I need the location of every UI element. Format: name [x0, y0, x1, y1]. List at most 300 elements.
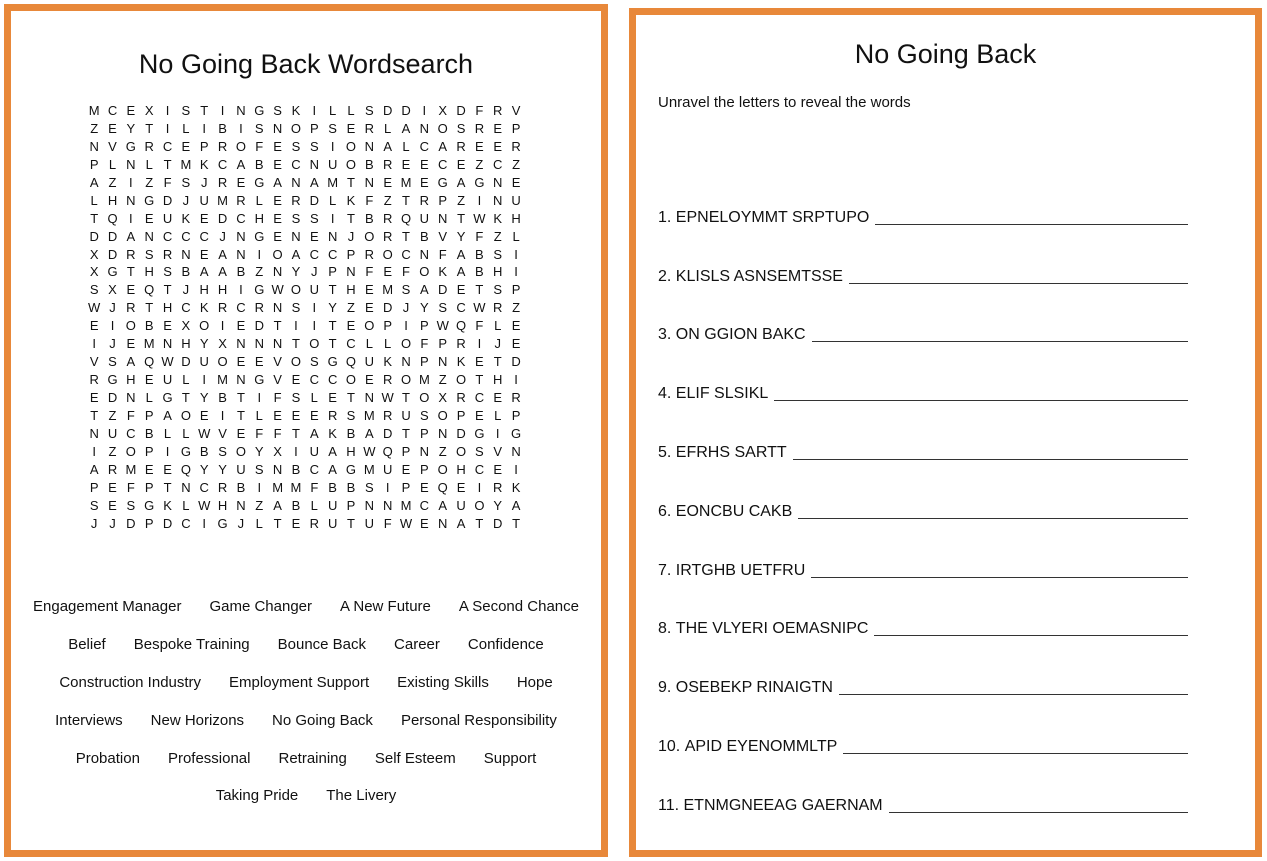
grid-letter: L: [182, 372, 190, 388]
grid-letter: C: [327, 246, 338, 262]
grid-letter: U: [309, 282, 319, 298]
grid-letter: C: [309, 246, 319, 262]
grid-letter: I: [202, 515, 207, 531]
grid-letter: R: [89, 372, 99, 388]
grid-letter: W: [198, 497, 211, 513]
grid-letter: I: [477, 192, 482, 208]
grid-letter: G: [125, 138, 136, 154]
grid-letter: I: [239, 282, 243, 298]
word-item: Taking Pride: [215, 787, 299, 805]
grid-letter: C: [217, 156, 228, 172]
grid-letter: E: [364, 282, 374, 298]
grid-letter: S: [291, 138, 301, 154]
grid-letter: R: [474, 120, 485, 136]
grid-letter: B: [475, 264, 484, 280]
word-item: Retraining: [278, 749, 347, 767]
grid-letter: D: [254, 318, 264, 334]
grid-letter: G: [144, 192, 155, 208]
grid-letter: C: [107, 103, 118, 118]
grid-letter: O: [272, 246, 283, 262]
grid-letter: A: [309, 425, 319, 441]
grid-letter: K: [163, 497, 172, 513]
grid-letter: K: [456, 354, 466, 370]
grid-letter: I: [312, 103, 317, 118]
grid-letter: E: [493, 138, 503, 154]
grid-letter: P: [144, 515, 154, 531]
grid-letter: N: [126, 156, 136, 172]
grid-letter: L: [108, 156, 117, 172]
grid-letter: M: [418, 372, 430, 388]
grid-letter: G: [254, 282, 265, 298]
grid-letter: L: [182, 497, 190, 513]
grid-letter: I: [294, 318, 298, 334]
grid-letter: U: [199, 354, 209, 370]
grid-letter: F: [273, 390, 282, 405]
grid-letter: A: [364, 425, 374, 441]
clue-text: OSEBEKP RINAIGTN: [675, 679, 833, 697]
grid-letter: X: [273, 443, 282, 459]
word-row: [11, 701, 601, 739]
grid-letter: F: [365, 264, 374, 280]
grid-letter: T: [126, 264, 135, 280]
grid-letter: R: [419, 192, 430, 208]
grid-letter: C: [456, 300, 466, 316]
grid-letter: N: [364, 497, 375, 513]
grid-letter: P: [144, 407, 154, 423]
grid-letter: M: [217, 192, 228, 208]
grid-letter: N: [272, 336, 283, 352]
grid-letter: Y: [199, 336, 209, 352]
grid-letter: C: [309, 372, 319, 388]
word-item: Support: [483, 749, 537, 767]
grid-letter: C: [199, 479, 209, 495]
grid-letter: O: [235, 138, 246, 154]
grid-letter: E: [456, 282, 466, 298]
grid-letter: Y: [199, 390, 209, 405]
grid-letter: A: [273, 174, 282, 190]
grid-letter: L: [384, 336, 392, 352]
grid-letter: N: [419, 246, 430, 262]
grid-letter: D: [89, 228, 99, 244]
grid-letter: E: [126, 336, 136, 352]
grid-letter: Y: [199, 461, 209, 477]
answer-line[interactable]: [798, 518, 1188, 519]
grid-letter: D: [107, 246, 118, 262]
grid-letter: D: [456, 425, 466, 441]
grid-letter: C: [474, 390, 485, 405]
grid-letter: N: [438, 354, 448, 370]
grid-letter: R: [126, 300, 136, 316]
word-item: Professional: [167, 749, 251, 767]
grid-letter: O: [290, 354, 302, 370]
clue-row: [658, 586, 1188, 645]
grid-letter: J: [494, 336, 501, 352]
grid-letter: F: [475, 228, 484, 244]
grid-letter: Q: [455, 318, 467, 334]
grid-letter: G: [327, 354, 338, 370]
grid-letter: O: [455, 443, 467, 459]
clue-number: 9.: [658, 679, 676, 697]
grid-letter: I: [404, 318, 408, 334]
clue-number: 5.: [658, 443, 676, 461]
grid-letter: D: [456, 103, 466, 118]
grid-letter: L: [163, 425, 172, 441]
answer-line[interactable]: [875, 224, 1188, 225]
grid-letter: I: [477, 479, 482, 495]
grid-letter: O: [345, 156, 357, 172]
grid-letter: G: [217, 515, 228, 531]
grid-letter: S: [254, 461, 264, 477]
clue-row: [658, 409, 1188, 468]
grid-letter: H: [511, 210, 521, 226]
grid-letter: V: [108, 138, 117, 154]
grid-letter: N: [126, 390, 136, 405]
grid-letter: V: [493, 443, 503, 459]
grid-letter: F: [365, 192, 374, 208]
grid-letter: N: [272, 120, 283, 136]
grid-letter: T: [475, 515, 484, 531]
grid-letter: P: [199, 138, 209, 154]
grid-letter: L: [329, 192, 337, 208]
grid-letter: N: [89, 138, 99, 154]
answer-line[interactable]: [889, 812, 1188, 813]
grid-letter: B: [475, 246, 484, 262]
grid-letter: F: [475, 103, 484, 118]
grid-letter: E: [511, 174, 521, 190]
grid-letter: T: [163, 479, 172, 495]
grid-letter: L: [255, 407, 263, 423]
grid-letter: C: [236, 300, 246, 316]
grid-letter: P: [346, 246, 356, 262]
answer-line[interactable]: [811, 577, 1188, 578]
grid-letter: T: [145, 120, 154, 136]
grid-letter: Q: [180, 461, 191, 477]
grid-letter: E: [126, 103, 136, 118]
grid-letter: U: [382, 461, 393, 477]
grid-letter: O: [474, 497, 485, 513]
grid-letter: E: [273, 407, 282, 423]
clue-text: ELIF SLSIKL: [675, 385, 769, 403]
grid-letter: P: [438, 192, 448, 208]
grid-letter: Z: [255, 497, 264, 513]
grid-letter: L: [347, 103, 355, 118]
grid-letter: C: [309, 461, 319, 477]
grid-letter: J: [182, 282, 190, 298]
grid-letter: P: [511, 407, 521, 423]
grid-letter: T: [402, 192, 410, 208]
grid-letter: C: [199, 228, 209, 244]
grid-letter: X: [438, 390, 448, 405]
grid-letter: A: [511, 497, 521, 513]
grid-letter: F: [310, 479, 319, 495]
grid-letter: U: [456, 497, 466, 513]
word-row: [11, 626, 601, 664]
grid-letter: E: [401, 156, 411, 172]
clue-row: [658, 527, 1188, 586]
grid-letter: D: [107, 390, 118, 405]
clue-text: EPNELOYMMT SRPTUPO: [675, 208, 870, 226]
grid-letter: O: [364, 318, 375, 334]
grid-letter: J: [237, 515, 245, 531]
grid-letter: O: [345, 372, 357, 388]
grid-letter: I: [514, 372, 518, 388]
word-item: New Horizons: [150, 711, 245, 729]
grid-letter: O: [217, 354, 228, 370]
grid-letter: N: [236, 246, 246, 262]
grid-letter: T: [457, 210, 466, 226]
grid-letter: O: [235, 443, 246, 459]
grid-letter: O: [180, 407, 191, 423]
grid-letter: S: [309, 138, 319, 154]
grid-letter: K: [511, 479, 521, 495]
clue-text: KLISLS ASNSEMTSSE: [675, 267, 843, 285]
grid-letter: J: [109, 515, 116, 531]
grid-letter: N: [126, 192, 136, 208]
grid-letter: C: [493, 156, 503, 172]
grid-letter: W: [399, 515, 413, 531]
grid-letter: L: [402, 138, 410, 154]
grid-letter: S: [364, 479, 374, 495]
grid-letter: E: [144, 372, 154, 388]
word-item: A New Future: [340, 598, 431, 616]
grid-letter: H: [199, 282, 209, 298]
grid-letter: O: [455, 372, 467, 388]
grid-letter: W: [473, 210, 486, 226]
grid-letter: U: [511, 192, 521, 208]
grid-letter: S: [291, 300, 301, 316]
grid-letter: T: [475, 372, 484, 388]
grid-letter: J: [90, 515, 98, 531]
grid-letter: N: [493, 192, 503, 208]
grid-letter: E: [364, 300, 374, 316]
grid-letter: E: [511, 318, 521, 334]
grid-letter: D: [382, 300, 393, 316]
grid-letter: G: [254, 228, 265, 244]
grid-letter: N: [236, 336, 246, 352]
grid-letter: I: [220, 318, 225, 334]
grid-letter: Y: [218, 461, 227, 477]
grid-letter: R: [364, 120, 375, 136]
grid-letter: X: [108, 282, 117, 298]
grid-letter: M: [272, 479, 284, 495]
grid-letter: R: [327, 407, 338, 423]
grid-letter: N: [327, 228, 338, 244]
grid-letter: M: [327, 174, 339, 190]
grid-letter: X: [181, 318, 191, 334]
clue-number: 3.: [658, 326, 676, 344]
grid-letter: L: [494, 318, 502, 334]
word-item: The Livery: [326, 787, 397, 805]
grid-letter: E: [144, 461, 154, 477]
grid-letter: D: [382, 425, 393, 441]
grid-letter: T: [493, 354, 502, 370]
grid-letter: S: [273, 103, 282, 118]
grid-letter: O: [290, 120, 302, 136]
grid-letter: D: [162, 515, 173, 531]
grid-letter: H: [144, 264, 154, 280]
grid-letter: X: [89, 246, 99, 262]
grid-letter: T: [163, 156, 172, 172]
grid-letter: B: [420, 228, 429, 244]
grid-letter: P: [144, 479, 154, 495]
grid-letter: B: [364, 156, 374, 172]
grid-letter: R: [162, 246, 173, 262]
grid-letter: A: [383, 138, 392, 154]
grid-letter: R: [382, 372, 393, 388]
grid-letter: O: [437, 120, 448, 136]
grid-letter: W: [271, 282, 284, 298]
grid-letter: M: [382, 282, 394, 298]
grid-letter: T: [512, 515, 521, 531]
grid-letter: I: [257, 479, 262, 495]
word-item: Career: [394, 636, 440, 654]
grid-letter: S: [475, 443, 484, 459]
clue-row: [658, 762, 1188, 821]
grid-letter: N: [144, 228, 154, 244]
clue-number: 10.: [658, 737, 685, 755]
grid-letter: R: [144, 138, 154, 154]
grid-letter: D: [162, 192, 173, 208]
answer-line[interactable]: [812, 341, 1188, 342]
grid-letter: L: [512, 228, 520, 244]
answer-line[interactable]: [843, 753, 1188, 754]
grid-letter: D: [126, 515, 136, 531]
grid-letter: E: [475, 407, 484, 423]
grid-letter: E: [383, 264, 392, 280]
grid-letter: E: [236, 354, 246, 370]
grid-letter: R: [126, 246, 136, 262]
grid-letter: H: [493, 264, 503, 280]
grid-letter: E: [456, 479, 466, 495]
grid-letter: T: [347, 390, 355, 405]
grid-letter: E: [493, 461, 503, 477]
grid-letter: C: [181, 515, 191, 531]
grid-letter: G: [107, 264, 118, 280]
grid-letter: P: [346, 497, 356, 513]
grid-letter: J: [219, 228, 226, 244]
grid-letter: I: [294, 443, 298, 459]
grid-letter: K: [199, 300, 209, 316]
grid-letter: B: [328, 479, 337, 495]
grid-letter: B: [364, 210, 374, 226]
grid-letter: N: [181, 246, 191, 262]
wordsearch-title: No Going Back Wordsearch: [138, 49, 474, 79]
letter-grid: [85, 102, 525, 533]
grid-letter: E: [108, 120, 117, 136]
word-item: Self Esteem: [374, 749, 456, 767]
grid-letter: T: [347, 174, 355, 190]
grid-letter: N: [162, 336, 173, 352]
grid-letter: I: [514, 461, 518, 477]
grid-letter: C: [291, 156, 301, 172]
grid-letter: S: [328, 120, 337, 136]
grid-letter: F: [402, 264, 410, 280]
grid-letter: O: [437, 407, 448, 423]
grid-letter: T: [402, 228, 410, 244]
clue-row: [658, 292, 1188, 351]
clue-number: 4.: [658, 385, 676, 403]
grid-letter: E: [89, 318, 99, 334]
grid-letter: L: [182, 120, 190, 136]
grid-letter: E: [273, 210, 282, 226]
word-item: Bounce Back: [277, 636, 367, 654]
grid-letter: G: [162, 390, 173, 405]
grid-letter: I: [110, 318, 115, 334]
grid-letter: B: [236, 479, 246, 495]
answer-line[interactable]: [793, 459, 1188, 460]
grid-letter: N: [89, 425, 99, 441]
grid-letter: R: [493, 479, 503, 495]
answer-line[interactable]: [874, 635, 1188, 636]
grid-letter: G: [254, 103, 265, 118]
grid-letter: S: [401, 282, 411, 298]
grid-letter: N: [291, 174, 301, 190]
word-item: Belief: [68, 636, 106, 654]
answer-line[interactable]: [839, 694, 1188, 695]
grid-letter: I: [165, 443, 170, 459]
grid-letter: I: [312, 300, 317, 316]
grid-letter: M: [363, 461, 375, 477]
grid-letter: N: [364, 390, 375, 405]
grid-letter: O: [345, 138, 357, 154]
grid-letter: R: [382, 407, 393, 423]
grid-letter: C: [401, 246, 411, 262]
grid-letter: P: [383, 318, 392, 334]
grid-letter: I: [129, 210, 133, 226]
grid-letter: R: [511, 390, 521, 405]
grid-letter: N: [382, 497, 393, 513]
grid-letter: R: [382, 210, 393, 226]
grid-letter: T: [402, 390, 410, 405]
grid-letter: B: [144, 425, 154, 441]
grid-letter: F: [255, 425, 264, 441]
grid-letter: Z: [438, 443, 447, 459]
grid-letter: I: [202, 120, 207, 136]
grid-letter: R: [382, 228, 393, 244]
word-item: Employment Support: [229, 673, 370, 691]
grid-letter: N: [493, 174, 503, 190]
word-item: Existing Skills: [397, 673, 489, 691]
grid-letter: M: [125, 461, 137, 477]
grid-letter: O: [400, 336, 412, 352]
grid-letter: O: [125, 443, 136, 459]
answer-line[interactable]: [849, 283, 1188, 284]
grid-letter: K: [383, 354, 392, 370]
grid-letter: C: [419, 497, 430, 513]
grid-letter: H: [126, 372, 136, 388]
grid-letter: F: [126, 407, 135, 423]
grid-letter: T: [273, 318, 282, 334]
grid-letter: W: [198, 425, 211, 441]
grid-letter: D: [217, 210, 228, 226]
clue-text: EONCBU CAKB: [675, 502, 793, 520]
grid-letter: A: [89, 174, 99, 190]
grid-letter: U: [419, 210, 430, 226]
grid-letter: E: [144, 210, 154, 226]
grid-letter: Z: [108, 443, 117, 459]
grid-letter: T: [90, 210, 99, 226]
clue-list: [658, 174, 1188, 821]
grid-letter: Z: [493, 228, 502, 244]
answer-line[interactable]: [774, 400, 1188, 401]
grid-letter: F: [273, 425, 282, 441]
grid-letter: M: [143, 336, 155, 352]
grid-letter: T: [273, 515, 282, 531]
word-item: Interviews: [55, 711, 123, 729]
grid-letter: I: [239, 120, 243, 136]
grid-letter: E: [346, 120, 356, 136]
word-item: Engagement Manager: [33, 598, 182, 616]
